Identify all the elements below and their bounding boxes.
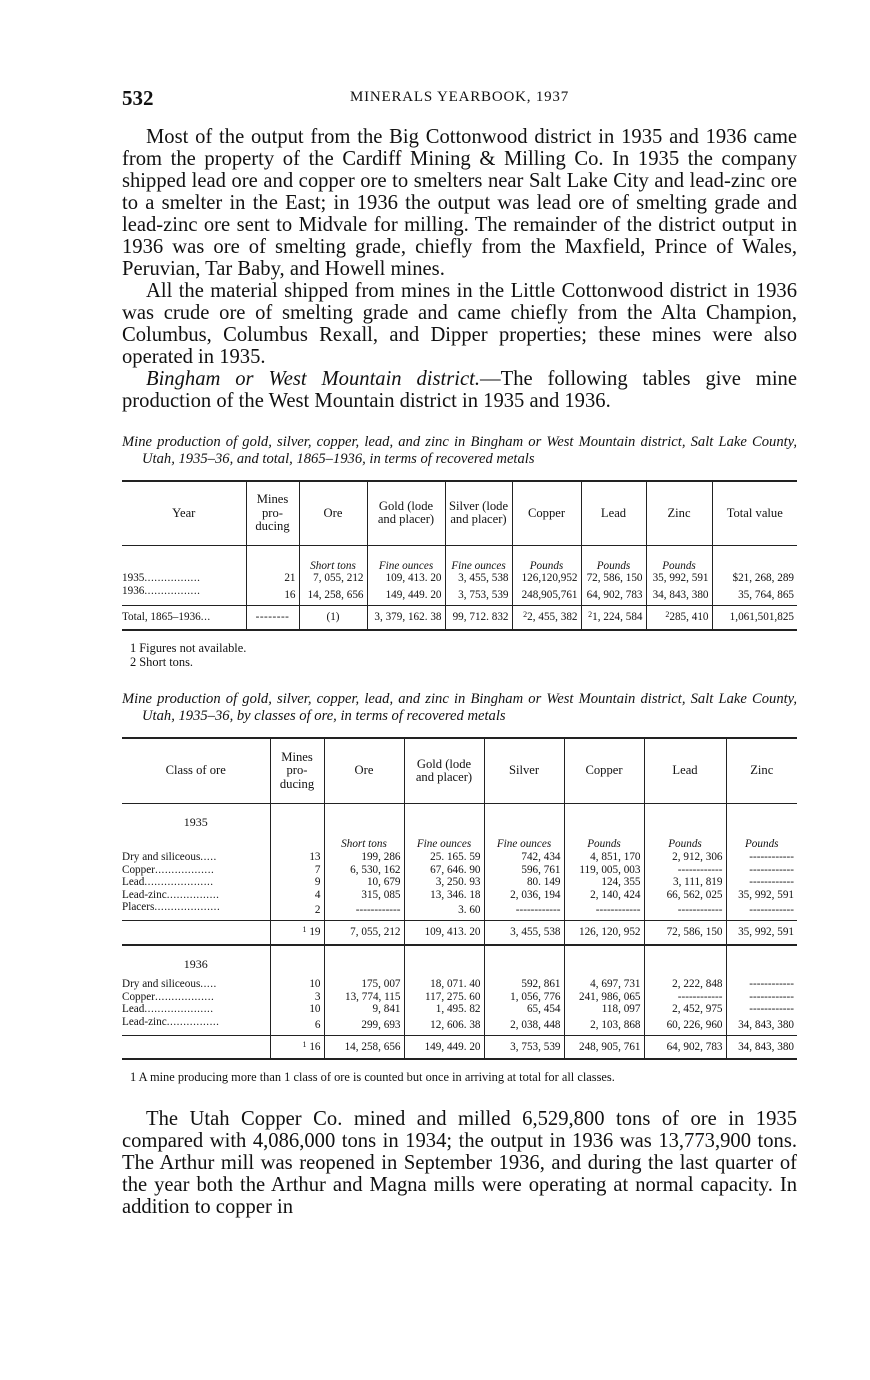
cell: 1,061,501,825	[712, 606, 797, 630]
col-header: Zinc	[726, 738, 797, 804]
cell: 10, 679	[324, 876, 404, 889]
cell: 2, 036, 194	[484, 889, 564, 902]
cell: ------------	[726, 1003, 797, 1016]
cell: 13	[270, 851, 324, 864]
running-head	[122, 86, 797, 114]
cell: 3, 753, 539	[484, 1035, 564, 1059]
cell: 109, 413. 20	[367, 572, 445, 585]
table-row: Lead..................... 9 10, 679 3, 250. 93 80. 149 124, 355 3, 111, 819 ------------	[122, 876, 797, 889]
paragraph: All the material shipped from mines in the Little Cottonwood district in 1936 was crude ore of smelting grade and came chiefly from the Alta Champion, Columbus, Columbus Rexall, and Dipper properties; these mines were also operated in 1935.	[122, 280, 797, 368]
table2	[122, 737, 797, 1060]
cell: 6	[270, 1016, 324, 1035]
footnote-mark: 2	[588, 610, 593, 620]
cell: 175, 007	[324, 978, 404, 991]
cell: 64, 902, 783	[581, 585, 646, 606]
cell: 35, 992, 591	[726, 920, 797, 944]
cell: ------------	[644, 991, 726, 1004]
cell: 9	[270, 876, 324, 889]
cell: ------------	[726, 864, 797, 877]
col-header: Lead	[644, 738, 726, 804]
cell: 3, 379, 162. 38	[367, 606, 445, 630]
cell: 25. 165. 59	[404, 851, 484, 864]
cell: ------------	[726, 978, 797, 991]
cell: 4, 697, 731	[564, 978, 644, 991]
cell: ------------	[484, 901, 564, 920]
row-label: 1936	[122, 584, 145, 597]
cell: 35, 764, 865	[712, 585, 797, 606]
cell: 9, 841	[324, 1003, 404, 1016]
row-label: Dry and siliceous	[122, 850, 201, 863]
cell: ------------	[644, 864, 726, 877]
cell: 72, 586, 150	[644, 920, 726, 944]
row-label: Copper	[122, 990, 155, 1003]
cell: 118, 097	[564, 1003, 644, 1016]
cell: 64, 902, 783	[644, 1035, 726, 1059]
cell: ------------	[644, 901, 726, 920]
row-label: Copper	[122, 863, 155, 876]
cell: 7, 055, 212	[299, 572, 367, 585]
cell: 2, 912, 306	[644, 851, 726, 864]
units-row	[122, 545, 797, 572]
cell: ------------	[564, 901, 644, 920]
district-heading: Bingham or West Mountain district.	[146, 368, 481, 390]
cell	[270, 920, 324, 944]
cell: 14, 258, 656	[324, 1035, 404, 1059]
col-header: Silver	[484, 738, 564, 804]
cell: 12, 606. 38	[404, 1016, 484, 1035]
cell: 3, 753, 539	[445, 585, 512, 606]
cell: 124, 355	[564, 876, 644, 889]
cell: 109, 413. 20	[404, 920, 484, 944]
row-label: Lead-zinc	[122, 1015, 167, 1028]
table1-footnotes	[122, 641, 797, 669]
cell: 2, 038, 448	[484, 1016, 564, 1035]
row-label: 1935	[122, 572, 145, 585]
footnote-mark: 1	[302, 924, 307, 934]
document-page	[122, 86, 797, 1218]
page-number: 532	[122, 86, 154, 110]
total-row	[122, 1035, 797, 1059]
cell: 1, 495. 82	[404, 1003, 484, 1016]
table1-caption: Mine production of gold, silver, copper, lead, and zinc in Bingham or West Mountain district, Salt Lake County, Utah, 1935–36, and total, 1865–1936, in terms of recovered metals	[122, 434, 797, 467]
cell: (1)	[299, 606, 367, 630]
running-title: MINERALS YEARBOOK, 1937	[349, 89, 570, 105]
cell: ------------	[726, 851, 797, 864]
col-header: Copper	[512, 481, 581, 545]
total-row: Total, 1865–1936... -------- (1) 3, 379, 162. 38 99, 712. 832 $^2$2, 455, 382 $^2$1, 224, 584 $^2$285, 410 1,061,501,825	[122, 606, 797, 630]
unit-label: Fine ounces	[367, 545, 445, 572]
table-row: Lead-zinc................ 6 299, 693 12, 606. 38 2, 038, 448 2, 103, 868 60, 226, 960 34, 843, 380	[122, 1016, 797, 1035]
cell: 34, 843, 380	[726, 1016, 797, 1035]
year-heading: 1936	[183, 956, 208, 971]
col-header: Gold (lode and placer)	[404, 738, 484, 804]
col-header: Class of ore	[165, 763, 226, 778]
cell: 248, 905, 761	[564, 1035, 644, 1059]
paragraph: Most of the output from the Big Cottonwood district in 1935 and 1936 came from the property of the Cardiff Mining & Milling Co. In 1935 the company shipped lead ore and copper ore to smelters near Salt Lake City and lead-zinc ore to a smelter in the East; in 1936 the output was lead ore of smelting grade and lead-zinc ore sent to Midvale for milling. The remainder of the district output in 1936 was ore of smelting grade, chiefly from the Maxfield, Prince of Wales, Peruvian, Tar Baby, and Howell mines.	[122, 126, 797, 280]
table-row: Lead-zinc................ 4 315, 085 13, 346. 18 2, 036, 194 2, 140, 424 66, 562, 025 35, 992, 591	[122, 889, 797, 902]
table-row: Copper.................. 7 6, 530, 162 67, 646. 90 596, 761 119, 005, 003 ------------ ------------	[122, 864, 797, 877]
cell-value: 19	[309, 925, 321, 938]
footnote-mark: 1	[302, 1039, 307, 1049]
col-header: Total value	[712, 481, 797, 545]
paragraph-text: —The following tables give mine production of the West Mountain district in 1935 and 1936.	[122, 368, 797, 412]
unit-label: Fine ounces	[484, 837, 564, 851]
cell: 3, 250. 93	[404, 876, 484, 889]
col-header: Mines pro-ducing	[246, 481, 299, 545]
cell: 3. 60	[404, 901, 484, 920]
year-heading-row	[122, 804, 797, 837]
cell: 65, 454	[484, 1003, 564, 1016]
cell: 3	[270, 991, 324, 1004]
cell: 2, 140, 424	[564, 889, 644, 902]
col-header: Mines pro-ducing	[270, 738, 324, 804]
unit-label: Pounds	[512, 545, 581, 572]
table-row: Dry and siliceous..... 13 199, 286 25. 165. 59 742, 434 4, 851, 170 2, 912, 306 ------------	[122, 851, 797, 864]
table-row: 1935................. 21 7, 055, 212 109, 413. 20 3, 455, 538 126,120,952 72, 586, 150 35, 992, 591 $21, 268, 289	[122, 572, 797, 585]
closing-text	[122, 1108, 797, 1218]
col-header: Ore	[324, 738, 404, 804]
cell: 2, 222, 848	[644, 978, 726, 991]
row-label: Lead	[122, 1003, 145, 1016]
cell: 199, 286	[324, 851, 404, 864]
cell	[512, 606, 581, 630]
cell: 4, 851, 170	[564, 851, 644, 864]
cell: 4	[270, 889, 324, 902]
cell: 80. 149	[484, 876, 564, 889]
cell: 35, 992, 591	[646, 572, 712, 585]
table2-footnotes	[122, 1070, 797, 1084]
cell: 149, 449. 20	[404, 1035, 484, 1059]
total-row	[122, 920, 797, 944]
cell: 315, 085	[324, 889, 404, 902]
table1	[122, 480, 797, 631]
cell: 126,120,952	[512, 572, 581, 585]
table-row: Copper.................. 3 13, 774, 115 117, 275. 60 1, 056, 776 241, 986, 065 ------------ ------------	[122, 991, 797, 1004]
cell: 21	[246, 572, 299, 585]
col-header: Silver (lode and placer)	[445, 481, 512, 545]
cell: 742, 434	[484, 851, 564, 864]
col-header: Ore	[299, 481, 367, 545]
cell: 66, 562, 025	[644, 889, 726, 902]
cell-value: 16	[309, 1040, 321, 1053]
cell: ------------	[726, 901, 797, 920]
cell: 10	[270, 978, 324, 991]
row-label: Total, 1865–1936	[122, 611, 201, 624]
table2-caption: Mine production of gold, silver, copper, lead, and zinc in Bingham or West Mountain district, Salt Lake County, Utah, 1935–36, by classes of ore, in terms of recovered metals	[122, 690, 797, 724]
year-heading: 1935	[183, 815, 208, 830]
col-header: Zinc	[646, 481, 712, 545]
cell: 3, 455, 538	[484, 920, 564, 944]
footnote: 2 Short tons.	[130, 654, 193, 669]
footnote-mark: 2	[523, 610, 528, 620]
unit-label: Fine ounces	[445, 545, 512, 572]
cell: 2, 452, 975	[644, 1003, 726, 1016]
cell: 119, 005, 003	[564, 864, 644, 877]
table-row: Lead..................... 10 9, 841 1, 495. 82 65, 454 118, 097 2, 452, 975 ------------	[122, 1003, 797, 1016]
cell: 2	[270, 901, 324, 920]
cell: 149, 449. 20	[367, 585, 445, 606]
row-label: Dry and siliceous	[122, 978, 201, 991]
table-row: Placers.................... 2 ------------ 3. 60 ------------ ------------ ------------ ------------	[122, 901, 797, 920]
cell: 3, 455, 538	[445, 572, 512, 585]
cell: 72, 586, 150	[581, 572, 646, 585]
cell: 18, 071. 40	[404, 978, 484, 991]
cell: 6, 530, 162	[324, 864, 404, 877]
cell: 592, 861	[484, 978, 564, 991]
cell: 14, 258, 656	[299, 585, 367, 606]
col-header: Lead	[581, 481, 646, 545]
cell: 117, 275. 60	[404, 991, 484, 1004]
year-heading-row	[122, 945, 797, 979]
cell-value: 285, 410	[669, 611, 709, 624]
cell	[646, 606, 712, 630]
cell: 2, 103, 868	[564, 1016, 644, 1035]
table-row: Dry and siliceous..... 10 175, 007 18, 071. 40 592, 861 4, 697, 731 2, 222, 848 ------------	[122, 978, 797, 991]
col-header: Copper	[564, 738, 644, 804]
paragraph: The Utah Copper Co. mined and milled 6,529,800 tons of ore in 1935 compared with 4,086,000 tons in 1934; the output in 1936 was 13,773,900 tons. The Arthur mill was reopened in September 1936, and during the last quarter of the year both the Arthur and Magna mills were operating at normal capacity. In addition to copper in	[122, 1108, 797, 1219]
cell: 34, 843, 380	[646, 585, 712, 606]
cell: 13, 774, 115	[324, 991, 404, 1004]
cell-value: 1, 224, 584	[592, 611, 643, 624]
cell: $21, 268, 289	[712, 572, 797, 585]
cell	[270, 1035, 324, 1059]
cell: 1, 056, 776	[484, 991, 564, 1004]
unit-label: Pounds	[646, 545, 712, 572]
cell: 248,905,761	[512, 585, 581, 606]
cell: 7	[270, 864, 324, 877]
cell: 3, 111, 819	[644, 876, 726, 889]
col-header: Year	[172, 505, 196, 520]
cell: 13, 346. 18	[404, 889, 484, 902]
cell: ------------	[726, 876, 797, 889]
unit-label: Pounds	[581, 545, 646, 572]
cell: 67, 646. 90	[404, 864, 484, 877]
row-label: Lead	[122, 876, 145, 889]
cell: 7, 055, 212	[324, 920, 404, 944]
cell: 60, 226, 960	[644, 1016, 726, 1035]
cell: 35, 992, 591	[726, 889, 797, 902]
paragraph	[122, 368, 797, 412]
footnote: 1 A mine producing more than 1 class of ore is counted but once in arriving at total for all classes.	[130, 1070, 615, 1085]
col-header: Gold (lode and placer)	[367, 481, 445, 545]
unit-label: Short tons	[324, 837, 404, 851]
row-label: Placers	[122, 901, 155, 914]
unit-label: Short tons	[299, 545, 367, 572]
unit-label: Pounds	[564, 837, 644, 851]
units-row	[122, 837, 797, 851]
cell: 10	[270, 1003, 324, 1016]
cell: 126, 120, 952	[564, 920, 644, 944]
row-label: Lead-zinc	[122, 888, 167, 901]
unit-label: Pounds	[644, 837, 726, 851]
cell: ------------	[324, 901, 404, 920]
intro-text	[122, 126, 797, 412]
unit-label: Pounds	[726, 837, 797, 851]
cell: 299, 693	[324, 1016, 404, 1035]
cell: 34, 843, 380	[726, 1035, 797, 1059]
table-row: 1936................. 16 14, 258, 656 149, 449. 20 3, 753, 539 248,905,761 64, 902, 783 34, 843, 380 35, 764, 865	[122, 585, 797, 606]
cell	[581, 606, 646, 630]
cell: ------------	[726, 991, 797, 1004]
footnote-mark: 2	[665, 610, 670, 620]
footnote: 1 Figures not available.	[130, 640, 247, 655]
cell: 596, 761	[484, 864, 564, 877]
cell: 16	[246, 585, 299, 606]
cell: 241, 986, 065	[564, 991, 644, 1004]
unit-label: Fine ounces	[404, 837, 484, 851]
cell-value: 2, 455, 382	[527, 611, 578, 624]
cell: 99, 712. 832	[445, 606, 512, 630]
